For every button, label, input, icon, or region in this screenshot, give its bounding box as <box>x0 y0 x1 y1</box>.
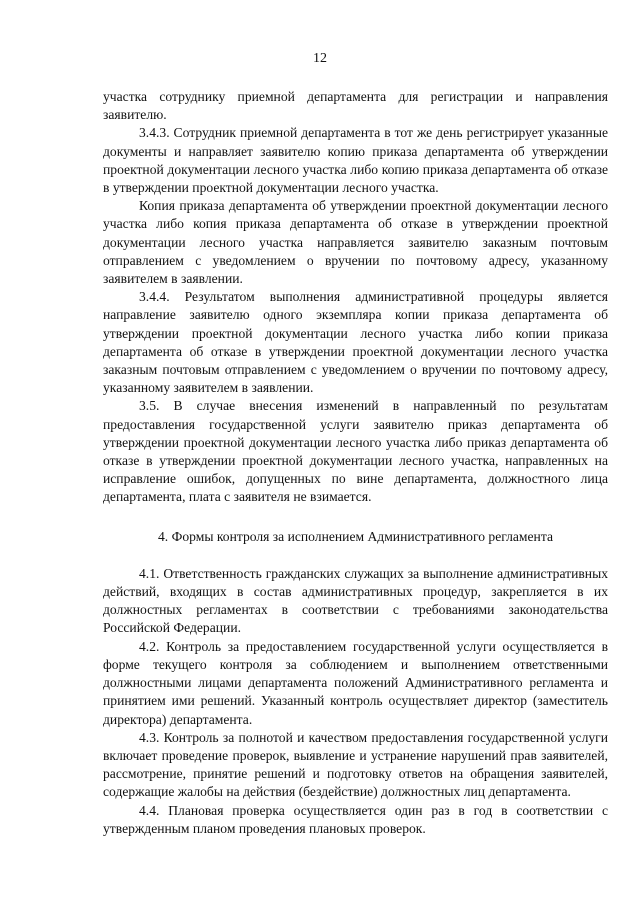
paragraph-3-5: 3.5. В случае внесения изменений в направленный по результатам предоставления государственной услуги заявителю приказ департамента об утверждении проектной документации лесного участка либо приказ департамента об отказе в утверждении проектной документации лесного участка, направленных на исправление ошибок, допущенных по вине департамента, должностного лица департамента, плата с заявителя не взимается. <box>103 398 608 505</box>
paragraph-3-4-3: 3.4.3. Сотрудник приемной департамента в тот же день регистрирует указанные документы и направляет заявителю копию приказа департамента об утверждении проектной документации лесного участка либо копию приказа департамента об отказе в утверждении проектной документации лесного участка. <box>103 125 608 196</box>
paragraph-4-3: 4.3. Контроль за полнотой и качеством предоставления государственной услуги включает проведение проверок, выявление и устранение нарушений прав заявителей, рассмотрение, принятие решений и подготовку ответов на обращения заявителей, содержащие жалобы на действия (бездействие) должностных лиц департамента. <box>103 729 608 800</box>
paragraph-4-1: 4.1. Ответственность гражданских служащих за выполнение административных действий, входящих в состав административных процедур, закрепляется в их должностных регламентах в соответствии с требованиями законодательства Российской Федерации. <box>103 565 608 636</box>
paragraph-4-4: 4.4. Плановая проверка осуществляется один раз в год в соответствии с утвержденным планом проведения плановых проверок. <box>103 802 608 836</box>
paragraph-3-4-4: 3.4.4. Результатом выполнения административной процедуры является направление заявителю одного экземпляра копии приказа департамента об утверждении проектной документации лесного участка либо копии приказа департамента об отказе в утверждении проектной документации лесного участка заказным почтовым отправлением с уведомлением о вручении по почтовому адресу, указанному заявителем в заявлении. <box>103 289 608 396</box>
document-body <box>103 88 608 838</box>
paragraph-4-2: 4.2. Контроль за предоставлением государственной услуги осуществляется в форме текущего контроля за соблюдением и выполнением ответственными должностными лицами департамента положений Административного регламента и принятием ими решений. Указанный контроль осуществляет директор (заместитель директора) департамента. <box>103 638 608 727</box>
paragraph-copy-order: Копия приказа департамента об утверждении проектной документации лесного участка либо копия приказа департамента об отказе в утверждении проектной документации лесного участка направляется заявителю заказным почтовым отправлением с уведомлением о вручении по почтовому адресу, указанному заявителем в заявлении. <box>103 198 608 287</box>
page-number: 12 <box>313 51 327 66</box>
section-title: 4. Формы контроля за исполнением Административного регламента <box>158 528 553 544</box>
paragraph-continuation: участка сотруднику приемной департамента для регистрации и направления заявителю. <box>103 89 608 123</box>
